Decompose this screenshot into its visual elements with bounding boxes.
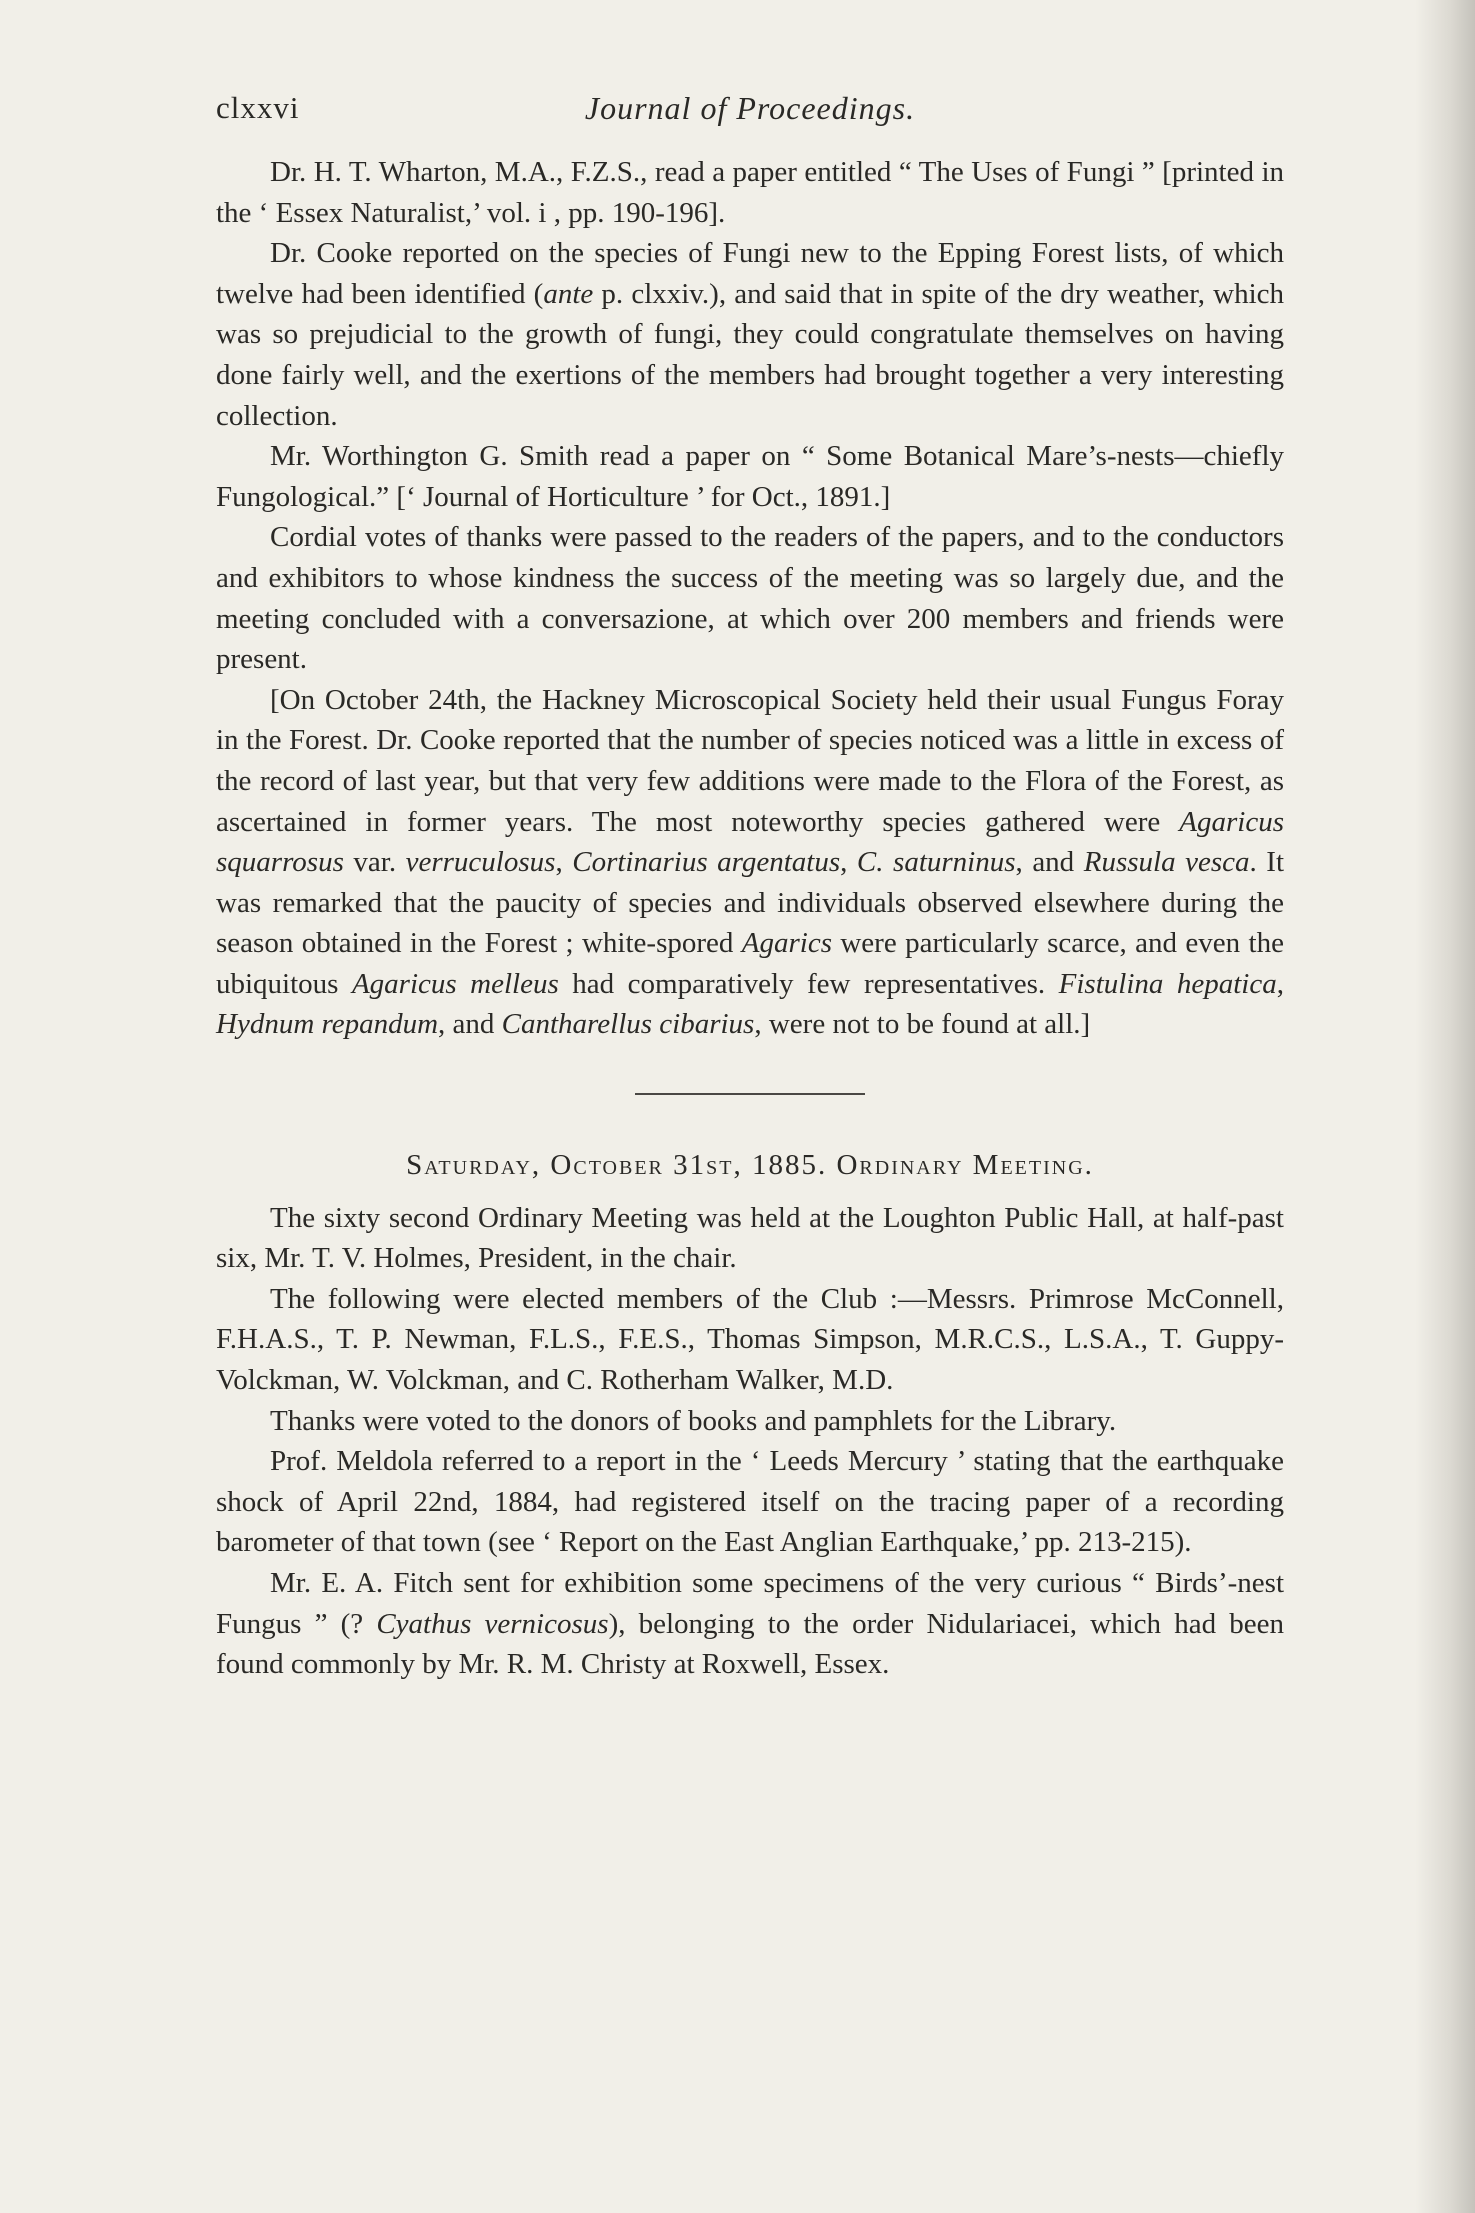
text-run: had comparatively few representatives. (558, 967, 1059, 1000)
species-name: C. saturninus (856, 846, 1016, 879)
species-name: Agaricus squarrosus (216, 805, 1284, 879)
page-header (216, 88, 1284, 134)
section-divider (635, 1093, 865, 1095)
paragraph-votes-of-thanks: Cordial votes of thanks were passed to the readers of the papers, and to the conductors and exhibitors to whose kindness the success of the meeting was so largely due, and the meeting concluded with a conversazione, at which over 200 members and friends were present. (216, 521, 1284, 676)
text-run: var. (343, 846, 406, 879)
paragraph-worthington-smith: Mr. Worthington G. Smith read a paper on “ Some Botanical Mare’s-nests—chiefly Fungological.” [‘ Journal of Horticulture ’ for Oct., 1891.] (216, 440, 1284, 513)
paragraph-thanks-donors: Thanks were voted to the donors of books and pamphlets for the Library. (270, 1404, 1117, 1437)
text-run: , (555, 846, 573, 879)
text-run: , and (1015, 846, 1084, 879)
paragraph-meldola-earthquake: Prof. Meldola referred to a report in the ‘ Leeds Mercury ’ stating that the earthquake shock of April 22nd, 1884, had registered itself on the tracing paper of a recording barometer of that town (see ‘ Report on the East Anglian Earthquake,’ pp. 213-215). (216, 1445, 1284, 1559)
species-name: Fistulina hepatica (1058, 967, 1277, 1000)
text-run: were particularly scarce, and even the ubiquitous (216, 927, 1284, 1000)
paragraph-elected-members: The following were elected members of the Club :—Messrs. Primrose McConnell, F.H.A.S., T. P. Newman, F.L.S., F.E.S., Thomas Simpson, M.R.C.S., L.S.A., T. Guppy-Volckman, W. Volckman, and C. Rotherham Walker, M.D. (216, 1282, 1284, 1397)
page-content (216, 88, 1284, 1685)
text-run: , (1276, 967, 1284, 1000)
text-run: [On October 24th, the Hackney Microscopical Society held their usual Fungus Foray in the Forest. Dr. Cooke reported that the number of species noticed was a little in excess of the record of last year, but that very few additions were made to the Flora of the Forest, as ascertained in former years. The most noteworthy species gathered were (216, 683, 1284, 838)
text-run: Mr. E. A. Fitch sent for exhibition some specimens of the very curious “ Birds’-nest Fungus ” (? (216, 1567, 1284, 1640)
section-heading: Saturday, October 31st, 1885. Ordinary Meeting. (406, 1149, 1094, 1182)
text-run: Dr. Cooke reported on the species of Fungi new to the Epping Forest lists, of which twelve had been identified ( (216, 237, 1284, 310)
paragraph-hackney-foray (216, 680, 1284, 1045)
text-run: , were not to be found at all.] (754, 1008, 1091, 1041)
page-edge-shadow (1415, 0, 1475, 2213)
text-run: ), belonging to the order Nidulariacei, which had been found commonly by Mr. R. M. Christy at Roxwell, Essex. (216, 1607, 1284, 1681)
text-run: p. clxxiv.), and said that in spite of the dry weather, which was so prejudicial to the growth of fungi, they could congratulate themselves on having done fairly well, and the exertions of the members had brought together a very interesting collection. (216, 277, 1285, 432)
text-run: , and (438, 1008, 502, 1041)
paragraph-cooke-report (216, 233, 1284, 436)
italic-ante: ante (543, 277, 594, 310)
species-name: Cortinarius argentatus (572, 846, 841, 879)
paragraph-wharton: Dr. H. T. Wharton, M.A., F.Z.S., read a paper entitled “ The Uses of Fungi ” [printed in the ‘ Essex Naturalist,’ vol. i , pp. 190-196]. (216, 156, 1284, 229)
species-name: Agaricus melleus (351, 967, 559, 1000)
species-name: Agarics (741, 927, 832, 960)
text-run: , (840, 846, 857, 879)
paragraph-meeting-held: The sixty second Ordinary Meeting was held at the Loughton Public Hall, at half-past six, Mr. T. V. Holmes, President, in the chair. (216, 1201, 1284, 1275)
text-run: . It was remarked that the paucity of species and individuals observed elsewhere during the season obtained in the Forest ; white-spored (216, 846, 1285, 960)
species-name: Cantharellus cibarius (501, 1008, 755, 1041)
paragraph-fitch-exhibition (216, 1563, 1284, 1685)
species-name: Cyathus vernicosus (376, 1607, 609, 1640)
species-name: Hydnum repandum (216, 1008, 439, 1041)
running-head: Journal of Proceedings. (584, 90, 916, 126)
species-name: verruculosus (405, 846, 556, 879)
page-number: clxxvi (216, 90, 300, 125)
species-name: Russula vesca (1083, 846, 1250, 879)
